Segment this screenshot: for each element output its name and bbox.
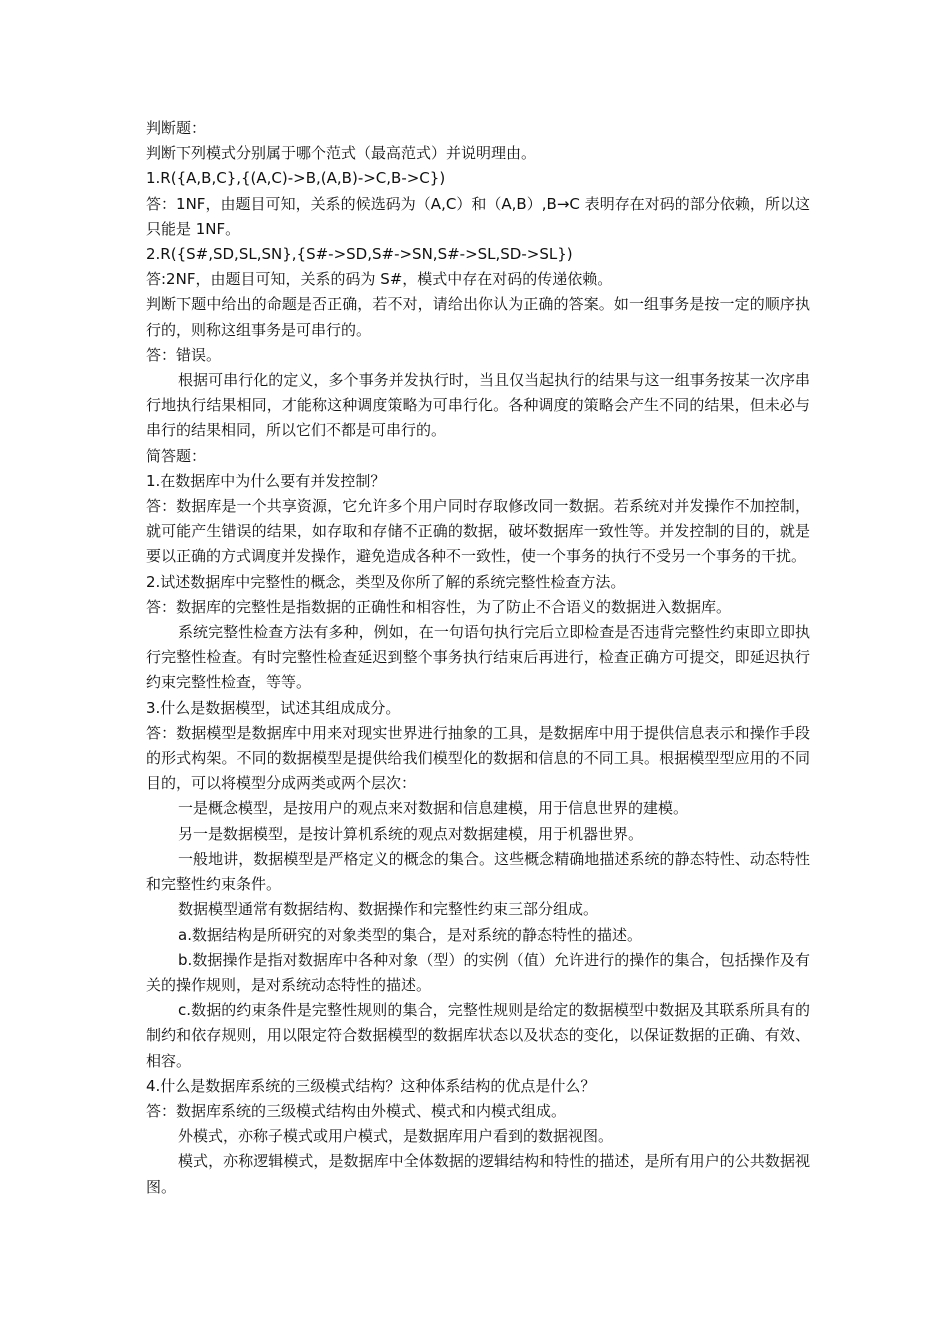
paragraph: 一是概念模型，是按用户的观点来对数据和信息建模，用于信息世界的建模。	[178, 799, 689, 818]
paragraph: 模式，亦称逻辑模式，是数据库中全体数据的逻辑结构和特性的描述，是所有用户的公共数据视图。	[146, 1152, 810, 1196]
paragraph: 答：错误。	[146, 345, 222, 364]
paragraph: 答：数据库系统的三级模式结构由外模式、模式和内模式组成。	[146, 1101, 567, 1120]
paragraph: 2.R({S#,SD,SL,SN},{S#->SD,S#->SN,S#->SL,SD->SL})	[146, 245, 573, 264]
paragraph: 2.试述数据库中完整性的概念，类型及你所了解的系统完整性检查方法。	[146, 572, 626, 591]
paragraph: b.数据操作是指对数据库中各种对象（型）的实例（值）允许进行的操作的集合，包括操作及有关的操作规则，是对系统动态特性的描述。	[146, 950, 810, 994]
paragraph: 数据模型通常有数据结构、数据操作和完整性约束三部分组成。	[178, 900, 599, 919]
paragraph: 判断下题中给出的命题是否正确，若不对，请给出你认为正确的答案。如一组事务是按一定的顺序执行的，则称这组事务是可串行的。	[146, 295, 810, 339]
paragraph: 根据可串行化的定义，多个事务并发执行时，当且仅当起执行的结果与这一组事务按某一次序串行地执行结果相同，才能称这种调度策略为可串行化。各种调度的策略会产生不同的结果，但未必与串行的结果相同，所以它们不都是可串行的。	[146, 371, 810, 440]
paragraph: 判断下列模式分别属于哪个范式（最高范式）并说明理由。	[146, 144, 537, 163]
paragraph: 判断题：	[146, 119, 207, 137]
paragraph: c.数据的约束条件是完整性规则的集合，完整性规则是给定的数据模型中数据及其联系所具有的制约和依存规则，用以限定符合数据模型的数据库状态以及状态的变化，以保证数据的正确、有效、相容。	[146, 1001, 810, 1070]
paragraph: 4.什么是数据库系统的三级模式结构？这种体系结构的优点是什么？	[146, 1076, 596, 1095]
paragraph: 一般地讲，数据模型是严格定义的概念的集合。这些概念精确地描述系统的静态特性、动态特性和完整性约束条件。	[146, 849, 810, 894]
paragraph: 答：数据模型是数据库中用来对现实世界进行抽象的工具，是数据库中用于提供信息表示和操作手段的形式构架。不同的数据模型是提供给我们模型化的数据和信息的不同工具。根据模型型应用的不同目的，可以将模型分成两类或两个层次：	[146, 723, 810, 793]
paragraph: 系统完整性检查方法有多种，例如，在一句语句执行完后立即检查是否违背完整性约束即立即执行完整性检查。有时完整性检查延迟到整个事务执行结束后再进行，检查正确方可提交，即延迟执行约束完整性检查，等等。	[146, 623, 810, 692]
paragraph: 另一是数据模型，是按计算机系统的观点对数据建模，用于机器世界。	[178, 824, 644, 843]
document-page	[146, 116, 810, 1200]
paragraph: 1.R({A,B,C},{(A,C)->B,(A,B)->C,B->C})	[146, 169, 446, 188]
paragraph: 答:2NF，由题目可知，关系的码为 S#，模式中存在对码的传递依赖。	[146, 270, 613, 289]
paragraph: 外模式，亦称子模式或用户模式，是数据库用户看到的数据视图。	[178, 1127, 614, 1146]
paragraph: 答：1NF，由题目可知，关系的候选码为（A,C）和（A,B）,B→C 表明存在对码的部分依赖，所以这只能是 1NF。	[146, 194, 810, 238]
paragraph: 1.在数据库中为什么要有并发控制？	[146, 471, 386, 490]
paragraph: a.数据结构是所研究的对象类型的集合，是对系统的静态特性的描述。	[178, 925, 642, 944]
paragraph: 答：数据库的完整性是指数据的正确性和相容性，为了防止不合语义的数据进入数据库。	[146, 597, 732, 616]
paragraph: 简答题：	[146, 446, 207, 465]
paragraph: 答：数据库是一个共享资源，它允许多个用户同时存取修改同一数据。若系统对并发操作不加控制，就可能产生错误的结果，如存取和存储不正确的数据，破坏数据库一致性等。并发控制的目的，就是要以正确的方式调度并发操作，避免造成各种不一致性，使一个事务的执行不受另一个事务的干扰。	[146, 497, 810, 566]
paragraph: 3.什么是数据模型，试述其组成成分。	[146, 698, 401, 717]
